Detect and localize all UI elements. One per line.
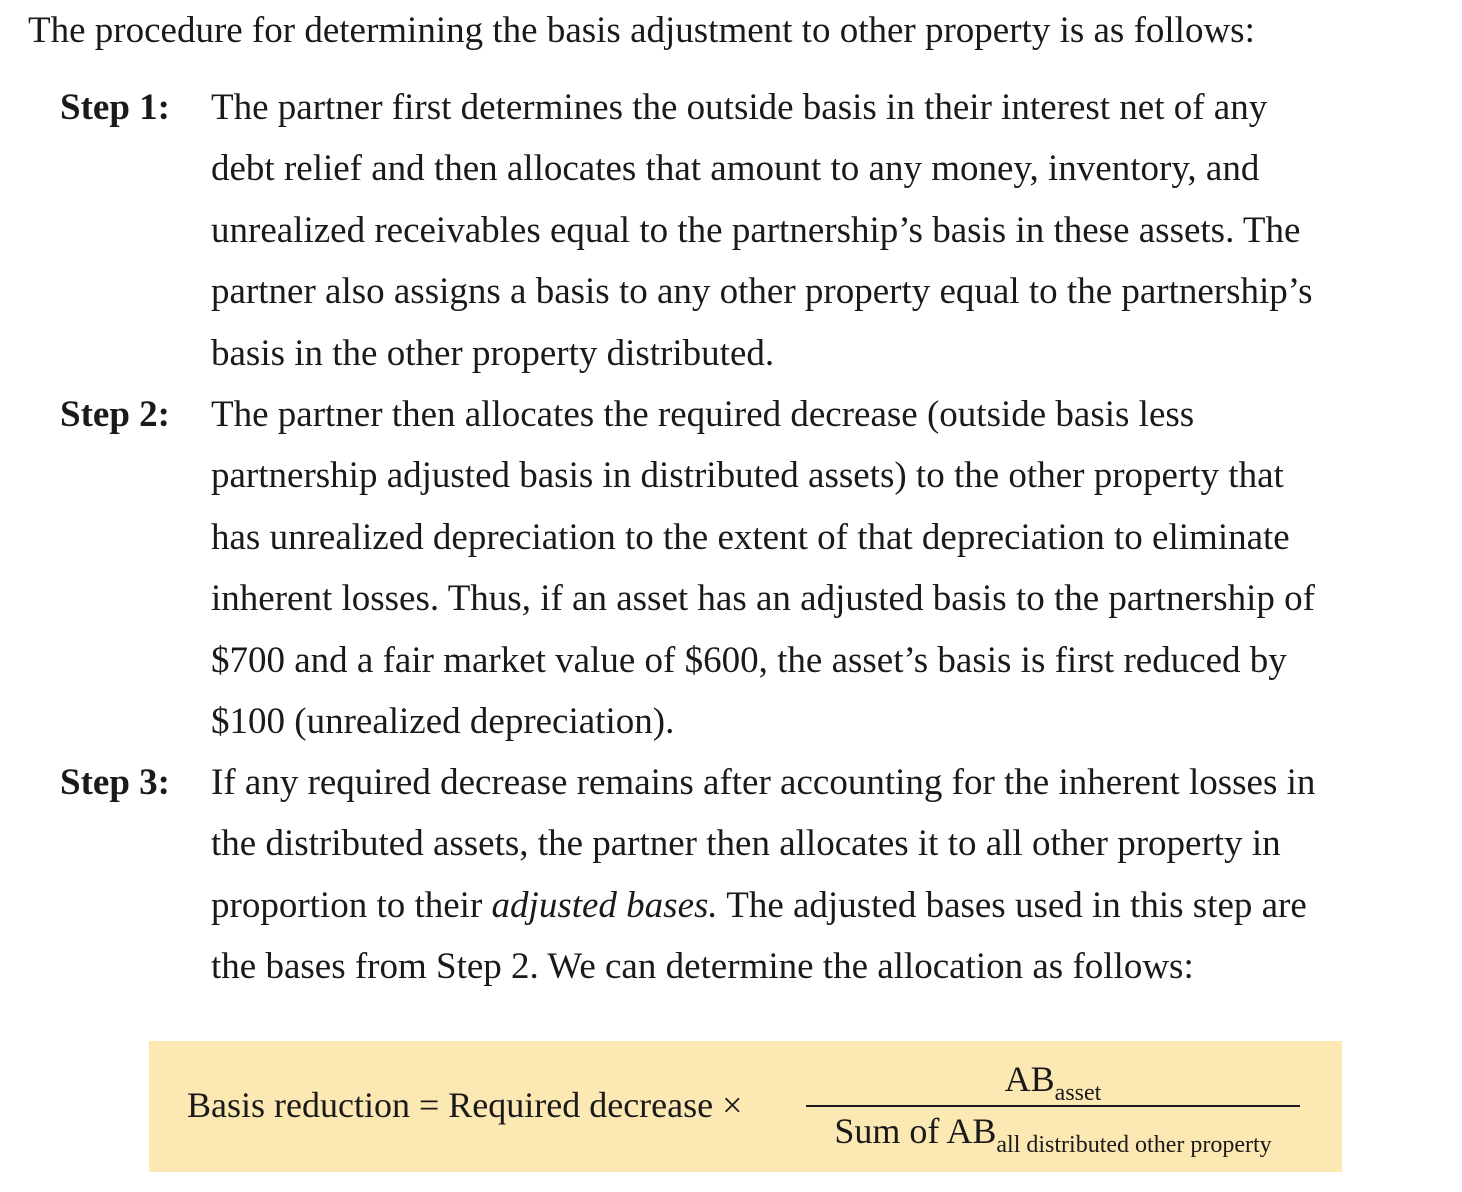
formula-fraction [806, 1057, 1300, 1161]
step-line: partnership adjusted basis in distributed assets) to the other property that [211, 455, 1284, 497]
numerator-subscript: asset [1054, 1080, 1102, 1106]
step-line: The partner then allocates the required decrease (outside basis less [211, 394, 1195, 435]
denominator-main: Sum of AB [834, 1111, 997, 1151]
step-label: Step 1: [60, 87, 170, 128]
step-body [211, 384, 1461, 752]
step-line [211, 875, 1461, 936]
step-label: Step 2: [60, 394, 170, 435]
step-body [211, 752, 1461, 998]
formula-box [149, 1041, 1342, 1172]
emphasis-text: adjusted bases. [491, 884, 718, 926]
step-line: inherent losses. Thus, if an asset has an adjusted basis to the partnership of [211, 578, 1315, 620]
step-line: $100 (unrealized depreciation). [211, 701, 675, 743]
denominator-subscript: all distributed other property [996, 1132, 1272, 1158]
step-line: partner also assigns a basis to any other property equal to the partnership’s [211, 271, 1313, 313]
step-line: unrealized receivables equal to the partnership’s basis in these assets. The [211, 209, 1301, 251]
step-label: Step 3: [60, 762, 170, 803]
line-text: proportion to their [211, 884, 492, 926]
step-line: basis in the other property distributed. [211, 332, 775, 374]
step-line: has unrealized depreciation to the extent of that depreciation to eliminate [211, 516, 1290, 558]
fraction-denominator [806, 1109, 1300, 1158]
step-body [211, 77, 1461, 384]
intro-paragraph: The procedure for determining the basis adjustment to other property is as follows: [28, 10, 1255, 51]
numerator-main: AB [1004, 1059, 1055, 1099]
fraction-numerator [806, 1057, 1300, 1106]
step-line: The partner first determines the outside basis in their interest net of any [211, 87, 1268, 128]
fraction-bar [806, 1105, 1300, 1107]
step-line: If any required decrease remains after accounting for the inherent losses in [211, 762, 1316, 803]
step-line: the bases from Step 2. We can determine the allocation as follows: [211, 946, 1194, 988]
step-line: $700 and a fair market value of $600, the asset’s basis is first reduced by [211, 639, 1287, 681]
line-text: The adjusted bases used in this step are [717, 884, 1307, 926]
step-line: the distributed assets, the partner then allocates it to all other property in [211, 823, 1281, 865]
formula-lhs: Basis reduction = Required decrease × [187, 1085, 743, 1125]
step-line: debt relief and then allocates that amount to any money, inventory, and [211, 148, 1260, 190]
